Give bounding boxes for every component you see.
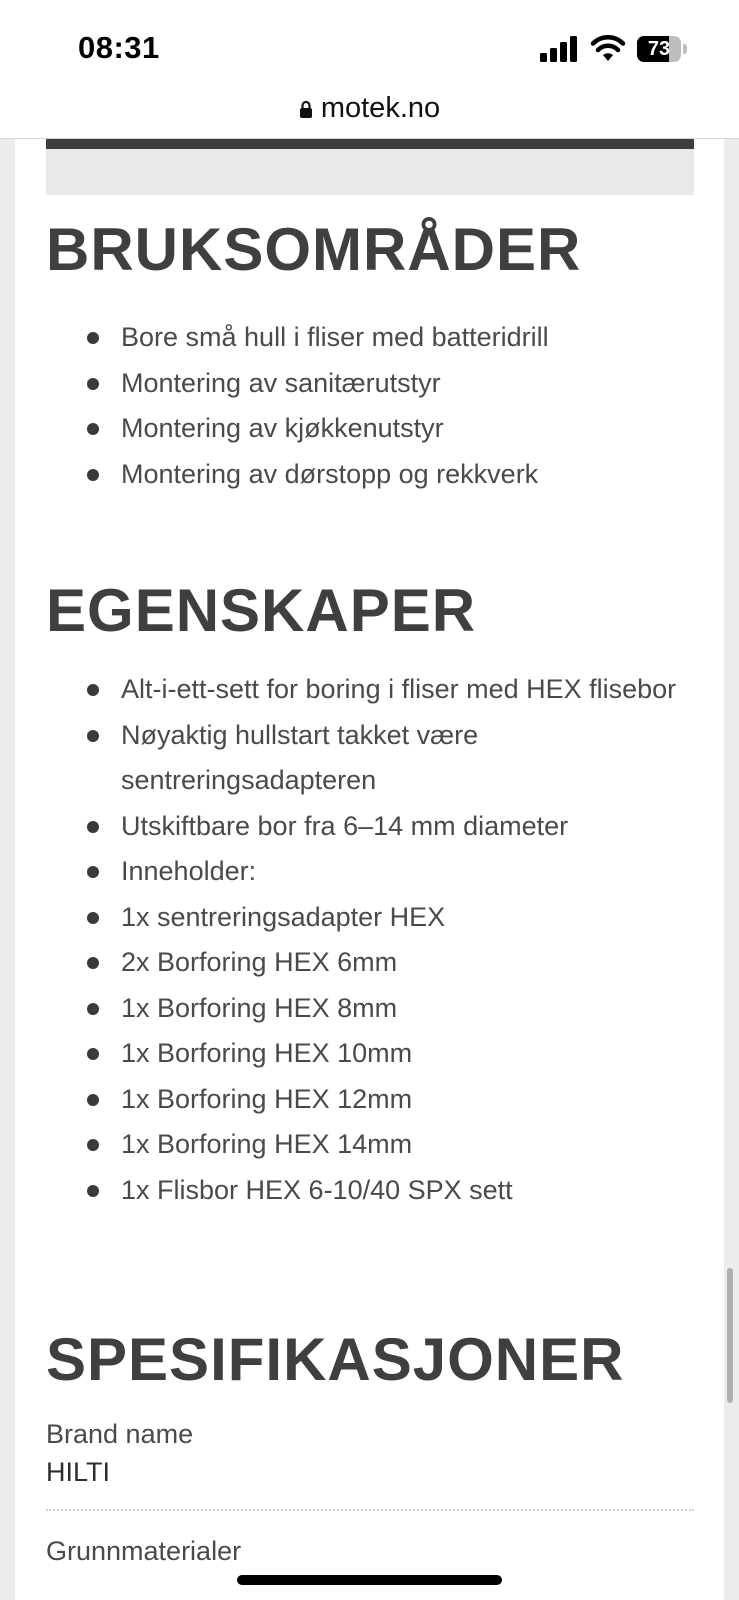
status-time: 08:31 — [78, 30, 160, 65]
list-item: Utskiftbare bor fra 6–14 mm diameter — [46, 804, 686, 850]
list-item: 1x Borforing HEX 12mm — [46, 1077, 686, 1123]
cellular-signal-icon — [540, 36, 578, 62]
list-item: 1x Borforing HEX 10mm — [46, 1031, 686, 1077]
section-spacer-block — [46, 149, 694, 195]
wifi-icon — [590, 34, 626, 62]
list-item: 2x Borforing HEX 6mm — [46, 940, 686, 986]
list-item: Inneholder: — [46, 849, 686, 895]
home-indicator[interactable] — [237, 1575, 502, 1585]
list-item: Montering av sanitærutstyr — [46, 361, 686, 407]
usage-list — [46, 315, 686, 497]
list-item: 1x Flisbor HEX 6-10/40 SPX sett — [46, 1168, 686, 1214]
battery-level: 73 — [647, 38, 671, 60]
list-item: 1x Borforing HEX 8mm — [46, 986, 686, 1032]
spec-divider — [46, 1509, 694, 1511]
list-item: Bore små hull i fliser med batteridrill — [46, 315, 686, 361]
status-bar — [0, 0, 739, 90]
battery-icon — [637, 36, 687, 62]
spec-label-brand: Brand name — [46, 1419, 194, 1449]
list-item: Alt-i-ett-sett for boring i fliser med HEX flisebor — [46, 667, 686, 713]
list-item: Montering av dørstopp og rekkverk — [46, 452, 686, 498]
list-item: Nøyaktig hullstart takket være sentreringsadapteren — [46, 713, 686, 804]
lock-icon — [299, 100, 313, 118]
heading-specs: SPESIFIKASJONER — [46, 1326, 625, 1393]
spec-value-brand: HILTI — [46, 1457, 111, 1487]
heading-features: EGENSKAPER — [46, 577, 477, 644]
content-panel — [15, 139, 724, 1600]
heading-usage: BRUKSOMRÅDER — [46, 216, 582, 283]
scrollbar-thumb[interactable] — [727, 1268, 733, 1403]
list-item: 1x sentreringsadapter HEX — [46, 895, 686, 941]
url-text: motek.no — [320, 92, 441, 124]
features-list — [46, 667, 686, 1213]
section-divider-bar — [46, 139, 694, 149]
url-bar[interactable] — [0, 90, 739, 139]
spec-label-base-material: Grunnmaterialer — [46, 1536, 242, 1566]
list-item: Montering av kjøkkenutstyr — [46, 406, 686, 452]
list-item: 1x Borforing HEX 14mm — [46, 1122, 686, 1168]
